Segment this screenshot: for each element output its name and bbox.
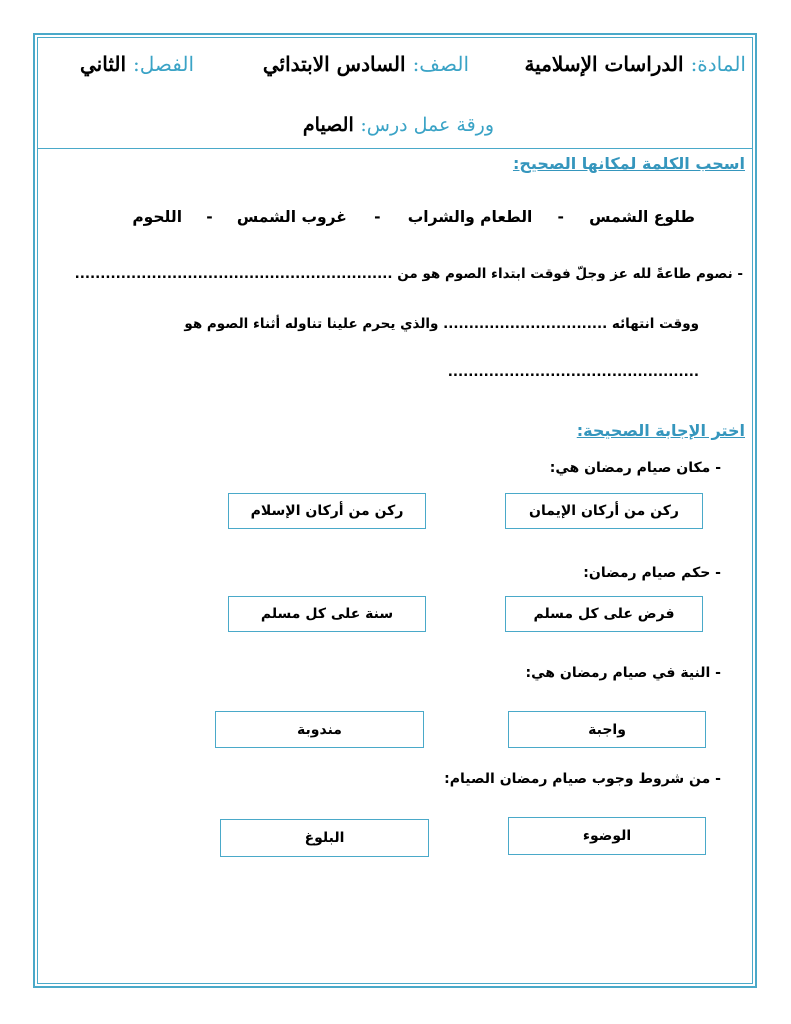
grade-label: الصف: — [412, 52, 469, 76]
word-option[interactable]: طلوع الشمس — [589, 208, 695, 226]
question-3: - النية في صيام رمضان هي: — [525, 665, 721, 681]
answer-option[interactable]: البلوغ — [220, 819, 429, 857]
word-separator: - — [374, 208, 381, 226]
subject-label: المادة: — [690, 52, 746, 76]
term-label: الفصل: — [133, 52, 194, 76]
answer-option[interactable]: مندوبة — [215, 711, 424, 748]
word-bank — [132, 208, 695, 226]
header-divider — [37, 148, 753, 149]
answer-option[interactable]: واجبة — [508, 711, 706, 748]
worksheet-title — [303, 114, 494, 136]
word-option[interactable]: الطعام والشراب — [407, 208, 533, 226]
grade-field — [263, 52, 469, 76]
question-4: - من شروط وجوب صيام رمضان الصيام: — [444, 771, 721, 787]
grade-value: السادس الابتدائي — [262, 52, 406, 76]
word-option[interactable]: اللحوم — [132, 208, 183, 226]
section2-heading: اختر الإجابة الصحيحة: — [576, 421, 745, 440]
word-separator: - — [557, 208, 564, 226]
term-field — [80, 52, 194, 76]
answer-option[interactable]: الوضوء — [508, 817, 706, 855]
answer-option[interactable]: فرض على كل مسلم — [505, 596, 703, 632]
word-separator: - — [206, 208, 213, 226]
fill-sentence-2: ووقت انتهائه ................................ والذي يحرم علينا تناوله أثناء الصوم هو — [184, 316, 699, 332]
term-value: الثاني — [80, 52, 127, 76]
fill-sentence-3: ................................................. — [447, 364, 699, 380]
worksheet-prefix: ورقة عمل درس: — [360, 114, 494, 136]
question-1: - مكان صيام رمضان هي: — [549, 460, 721, 476]
fill-sentence-1: - نصوم طاعةً لله عز وجلّ فوقت ابتداء الصوم هو من .............................................................. — [74, 266, 743, 282]
answer-option[interactable]: سنة على كل مسلم — [228, 596, 426, 632]
answer-option[interactable]: ركن من أركان الإيمان — [505, 493, 703, 529]
section1-heading: اسحب الكلمة لمكانها الصحيح: — [512, 154, 745, 173]
subject-value: الدراسات الإسلامية — [524, 52, 684, 76]
answer-option[interactable]: ركن من أركان الإسلام — [228, 493, 426, 529]
question-2: - حكم صيام رمضان: — [583, 565, 721, 581]
subject-field — [524, 52, 746, 76]
word-option[interactable]: غروب الشمس — [236, 208, 347, 226]
worksheet-title-value: الصيام — [302, 114, 354, 136]
